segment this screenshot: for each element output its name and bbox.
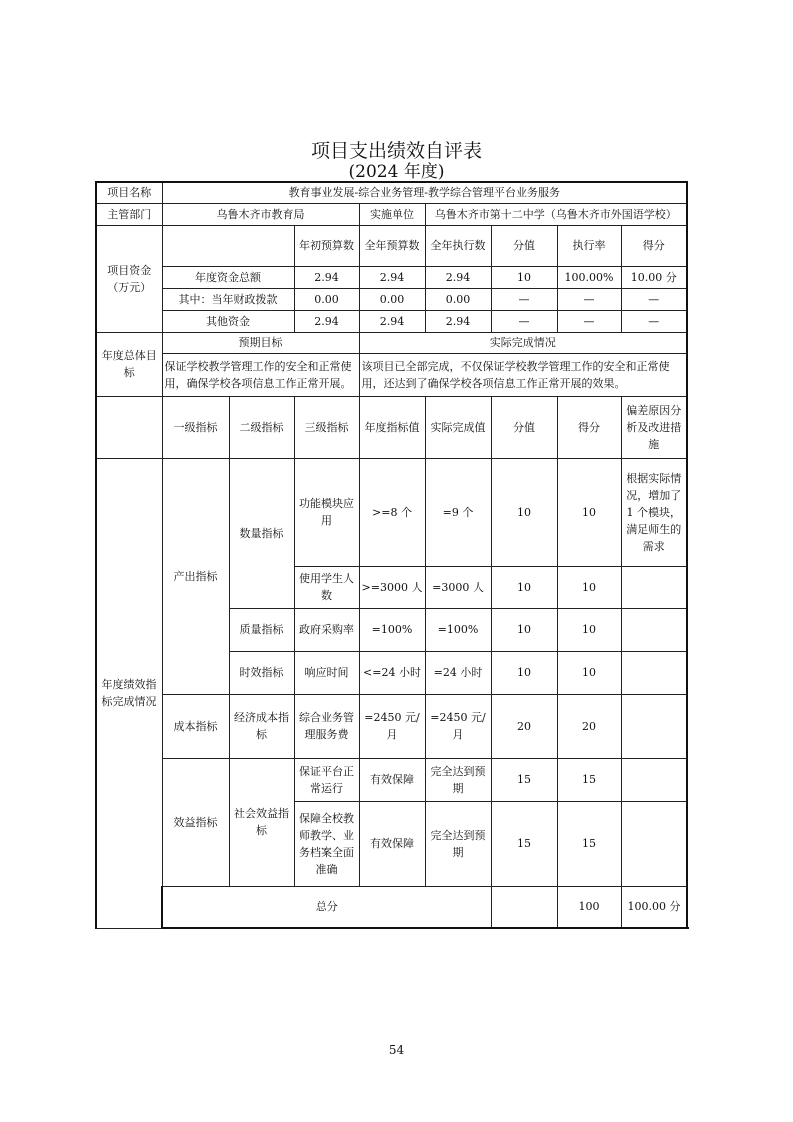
total-label: 总分 [162,886,491,928]
level2-quality: 质量指标 [229,608,294,651]
goals-expected-text: 保证学校教学管理工作的安全和正常使用，确保学校各项信息工作正常开展。 [162,353,359,396]
funds-cell: 2.94 [425,266,491,288]
target-cell: 有效保障 [359,758,425,801]
page-number: 54 [388,1043,405,1057]
target-cell: 有效保障 [359,801,425,886]
actual-cell: =24 小时 [425,651,491,694]
score-cell: 15 [557,801,621,886]
indicators-header-score-value: 分值 [491,396,557,458]
score-value-cell: 15 [491,758,557,801]
funds-cell: 0.00 [359,288,425,310]
score-value-cell: 20 [491,694,557,758]
level3-cell: 功能模块应用 [294,458,359,566]
score-value-cell: 15 [491,801,557,886]
actual-cell: =3000 人 [425,566,491,608]
indicators-header-l3: 三级指标 [294,396,359,458]
target-cell: =100% [359,608,425,651]
score-cell: 10 [557,458,621,566]
funds-cell: 10 [491,266,557,288]
impl-value: 乌鲁木齐市第十二中学（乌鲁木齐市外国语学校） [425,203,687,225]
project-name-value: 教育事业发展-综合业务管理-教学综合管理平台业务服务 [162,182,687,203]
actual-cell: =2450 元/月 [425,694,491,758]
actual-cell: 完全达到预期 [425,758,491,801]
level3-cell: 保证平台正常运行 [294,758,359,801]
indicators-header-actual: 实际完成值 [425,396,491,458]
funds-header-initial-budget: 年初预算数 [294,225,359,266]
level3-cell: 政府采购率 [294,608,359,651]
indicators-header-l1: 一级指标 [162,396,229,458]
actual-cell: =9 个 [425,458,491,566]
funds-cell: 2.94 [359,266,425,288]
funds-cell: 100.00% [557,266,621,288]
funds-cell: — [491,288,557,310]
total-score-value: 100 [557,886,621,928]
total-score: 100.00 分 [621,886,687,928]
level2-quantity: 数量指标 [229,458,294,608]
funds-cell: 2.94 [294,310,359,332]
score-value-cell: 10 [491,458,557,566]
funds-cell: — [557,288,621,310]
target-cell: <=24 小时 [359,651,425,694]
funds-row-name: 其中：当年财政拨款 [162,288,294,310]
funds-row-name: 其他资金 [162,310,294,332]
funds-cell: — [621,288,687,310]
score-cell: 20 [557,694,621,758]
funds-header-exec-rate: 执行率 [557,225,621,266]
level3-cell: 使用学生人数 [294,566,359,608]
score-cell: 10 [557,608,621,651]
funds-header-score: 得分 [621,225,687,266]
note-cell [621,801,687,886]
note-cell [621,566,687,608]
funds-header-executed: 全年执行数 [425,225,491,266]
score-cell: 10 [557,566,621,608]
score-value-cell: 10 [491,608,557,651]
funds-row-name: 年度资金总额 [162,266,294,288]
page-title: 项目支出绩效自评表 [310,140,482,162]
self-evaluation-table [95,181,688,929]
target-cell: =2450 元/月 [359,694,425,758]
funds-header-annual-budget: 全年预算数 [359,225,425,266]
level3-cell: 保障全校教师教学、业务档案全面准确 [294,801,359,886]
funds-header-score-value: 分值 [491,225,557,266]
actual-cell: 完全达到预期 [425,801,491,886]
goals-expected-header: 预期目标 [162,332,359,353]
indicators-header-score: 得分 [557,396,621,458]
goals-actual-text: 该项目已全部完成，不仅保证学校教学管理工作的安全和正常使用，还达到了确保学校各项信息工作正常开展的效果。 [359,353,687,396]
funds-cell: — [621,310,687,332]
indicators-section-label: 年度绩效指标完成情况 [96,458,162,928]
goals-label: 年度总体目标 [96,332,162,396]
indicators-header-note: 偏差原因分析及改进措施 [621,396,687,458]
indicators-header-blank [96,396,162,458]
level2-economic: 经济成本指标 [229,694,294,758]
target-cell: >=3000 人 [359,566,425,608]
funds-cell: 0.00 [294,288,359,310]
level3-cell: 响应时间 [294,651,359,694]
note-cell [621,608,687,651]
actual-cell: =100% [425,608,491,651]
note-cell: 根据实际情况，增加了 1 个模块，满足师生的需求 [621,458,687,566]
funds-cell: — [491,310,557,332]
level1-benefit: 效益指标 [162,758,229,886]
note-cell [621,758,687,801]
funds-cell: 10.00 分 [621,266,687,288]
level1-cost: 成本指标 [162,694,229,758]
score-value-cell: 10 [491,566,557,608]
level2-social: 社会效益指标 [229,758,294,886]
score-value-cell: 10 [491,651,557,694]
note-cell [621,651,687,694]
funds-cell: 2.94 [294,266,359,288]
indicators-header-target: 年度指标值 [359,396,425,458]
funds-cell: 0.00 [425,288,491,310]
dept-label: 主管部门 [96,203,162,225]
level2-timeliness: 时效指标 [229,651,294,694]
total-blank [491,886,557,928]
funds-cell: — [557,310,621,332]
page-subtitle: (2024 年度) [348,162,445,182]
impl-label: 实施单位 [359,203,425,225]
funds-cell: 2.94 [359,310,425,332]
level3-cell: 综合业务管理服务费 [294,694,359,758]
target-cell: >=8 个 [359,458,425,566]
score-cell: 10 [557,651,621,694]
dept-value: 乌鲁木齐市教育局 [162,203,359,225]
funds-label [96,225,162,332]
score-cell: 15 [557,758,621,801]
goals-actual-header: 实际完成情况 [359,332,687,353]
funds-cell: 2.94 [425,310,491,332]
funds-label-line1: 项目资金 [107,263,152,277]
level1-output: 产出指标 [162,458,229,694]
note-cell [621,694,687,758]
funds-header-blank [162,225,294,266]
project-name-label: 项目名称 [96,182,162,203]
indicators-header-l2: 二级指标 [229,396,294,458]
funds-label-line2: （万元） [107,280,152,294]
